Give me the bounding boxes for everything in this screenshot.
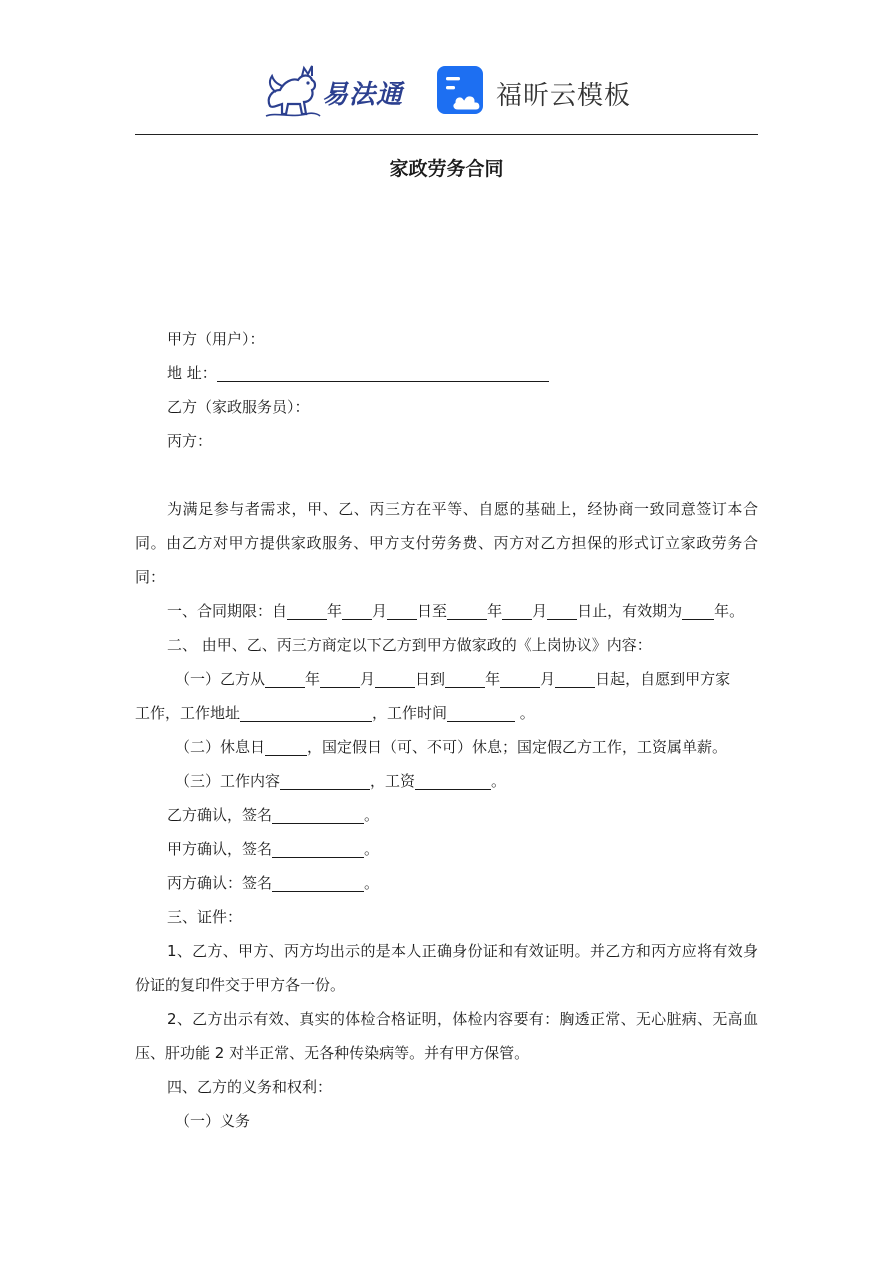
blank — [445, 669, 485, 688]
item-text: ，国定假日（可、不可）休息；国定假乙方工作，工资属单薪。 — [307, 738, 728, 756]
party-b-line: 乙方（家政服务员）： — [167, 398, 310, 416]
address-line — [135, 356, 758, 390]
blank — [682, 601, 714, 620]
item-text: ，工作时间 — [372, 704, 448, 722]
item-1-line-2 — [135, 696, 758, 730]
signature-blank — [272, 805, 364, 824]
item-text: 。 — [515, 704, 535, 722]
fuxin-logo-text: 福昕云模板 — [496, 81, 632, 111]
item-3-line — [135, 764, 758, 798]
fuxin-logo — [436, 65, 646, 119]
item-text: 年 — [305, 670, 321, 688]
confirm-text: 。 — [364, 806, 380, 824]
blank — [502, 601, 532, 620]
item-2-line — [135, 730, 758, 764]
term-line — [135, 594, 758, 628]
blank — [375, 669, 415, 688]
party-c-line: 丙方： — [167, 432, 213, 450]
party-a-line: 甲方（用户）： — [167, 330, 265, 348]
work-content-blank — [280, 771, 370, 790]
term-text: 月 — [372, 602, 388, 620]
blank — [265, 669, 305, 688]
blank — [320, 669, 360, 688]
item-text: 年 — [485, 670, 501, 688]
item-text: （一）乙方从 — [175, 670, 266, 688]
salary-blank — [415, 771, 491, 790]
term-text: 一、合同期限：自 — [167, 602, 288, 620]
header-divider — [135, 134, 758, 135]
blank — [547, 601, 577, 620]
yifatong-logo-text: 易法通 — [322, 80, 404, 110]
signature-blank — [272, 873, 364, 892]
term-text: 年。 — [714, 602, 745, 620]
item-text: ，工资 — [370, 772, 416, 790]
clause-4-1-heading: （一）义务 — [175, 1112, 251, 1130]
term-text: 年 — [487, 602, 503, 620]
clause-2-line: 二、 由甲、乙、丙三方商定以下乙方到甲方做家政的《上岗协议》内容： — [167, 636, 652, 654]
blank — [342, 601, 372, 620]
blank — [287, 601, 327, 620]
item-text: 日到 — [415, 670, 446, 688]
confirm-c-line — [135, 866, 758, 900]
clause-3-1-paragraph: 1、乙方、甲方、丙方均出示的是本人正确身份证和有效证明。并乙方和丙方应将有效身份证的复印件交于甲方各一份。 — [135, 942, 758, 994]
term-text: 年 — [327, 602, 343, 620]
item-text: 月 — [360, 670, 376, 688]
clause-3-heading: 三、证件： — [167, 908, 243, 926]
blank — [555, 669, 595, 688]
clause-4-heading: 四、乙方的义务和权利： — [167, 1078, 333, 1096]
signature-blank — [272, 839, 364, 858]
confirm-text: 。 — [364, 874, 380, 892]
address-label: 地 址： — [167, 364, 217, 382]
qilin-icon — [262, 62, 322, 120]
confirm-a-line — [135, 832, 758, 866]
item-1-line-1 — [135, 662, 758, 696]
confirm-b-line — [135, 798, 758, 832]
spacer — [135, 458, 758, 492]
term-text: 月 — [532, 602, 548, 620]
item-text: 工作，工作地址 — [135, 704, 241, 722]
fuxin-cloud-document-icon — [436, 65, 488, 117]
document-body — [135, 322, 758, 1138]
item-text: （三）工作内容 — [175, 772, 281, 790]
item-text: （二）休息日 — [175, 738, 266, 756]
confirm-text: 甲方确认，签名 — [167, 840, 273, 858]
blank — [500, 669, 540, 688]
work-time-blank — [447, 703, 515, 722]
item-text: 。 — [491, 772, 507, 790]
confirm-text: 乙方确认，签名 — [167, 806, 273, 824]
address-blank — [217, 363, 549, 382]
item-text: 月 — [540, 670, 556, 688]
term-text: 日止，有效期为 — [577, 602, 683, 620]
intro-paragraph: 为满足参与者需求，甲、乙、丙三方在平等、自愿的基础上，经协商一致同意签订本合同。由乙方对甲方提供家政服务、甲方支付劳务费、丙方对乙方担保的形式订立家政劳务合同： — [135, 500, 758, 586]
term-text: 日至 — [417, 602, 448, 620]
clause-3-2-paragraph: 2、乙方出示有效、真实的体检合格证明，体检内容要有：胸透正常、无心脏病、无高血压、肝功能 2 对半正常、无各种传染病等。并有甲方保管。 — [135, 1010, 758, 1062]
blank — [447, 601, 487, 620]
header — [0, 60, 893, 122]
rest-day-blank — [265, 737, 307, 756]
blank — [387, 601, 417, 620]
work-address-blank — [240, 703, 372, 722]
confirm-text: 。 — [364, 840, 380, 858]
item-text: 日起，自愿到甲方家 — [595, 670, 731, 688]
confirm-text: 丙方确认：签名 — [167, 874, 273, 892]
document-title: 家政劳务合同 — [389, 158, 504, 180]
yifatong-logo — [262, 62, 422, 120]
